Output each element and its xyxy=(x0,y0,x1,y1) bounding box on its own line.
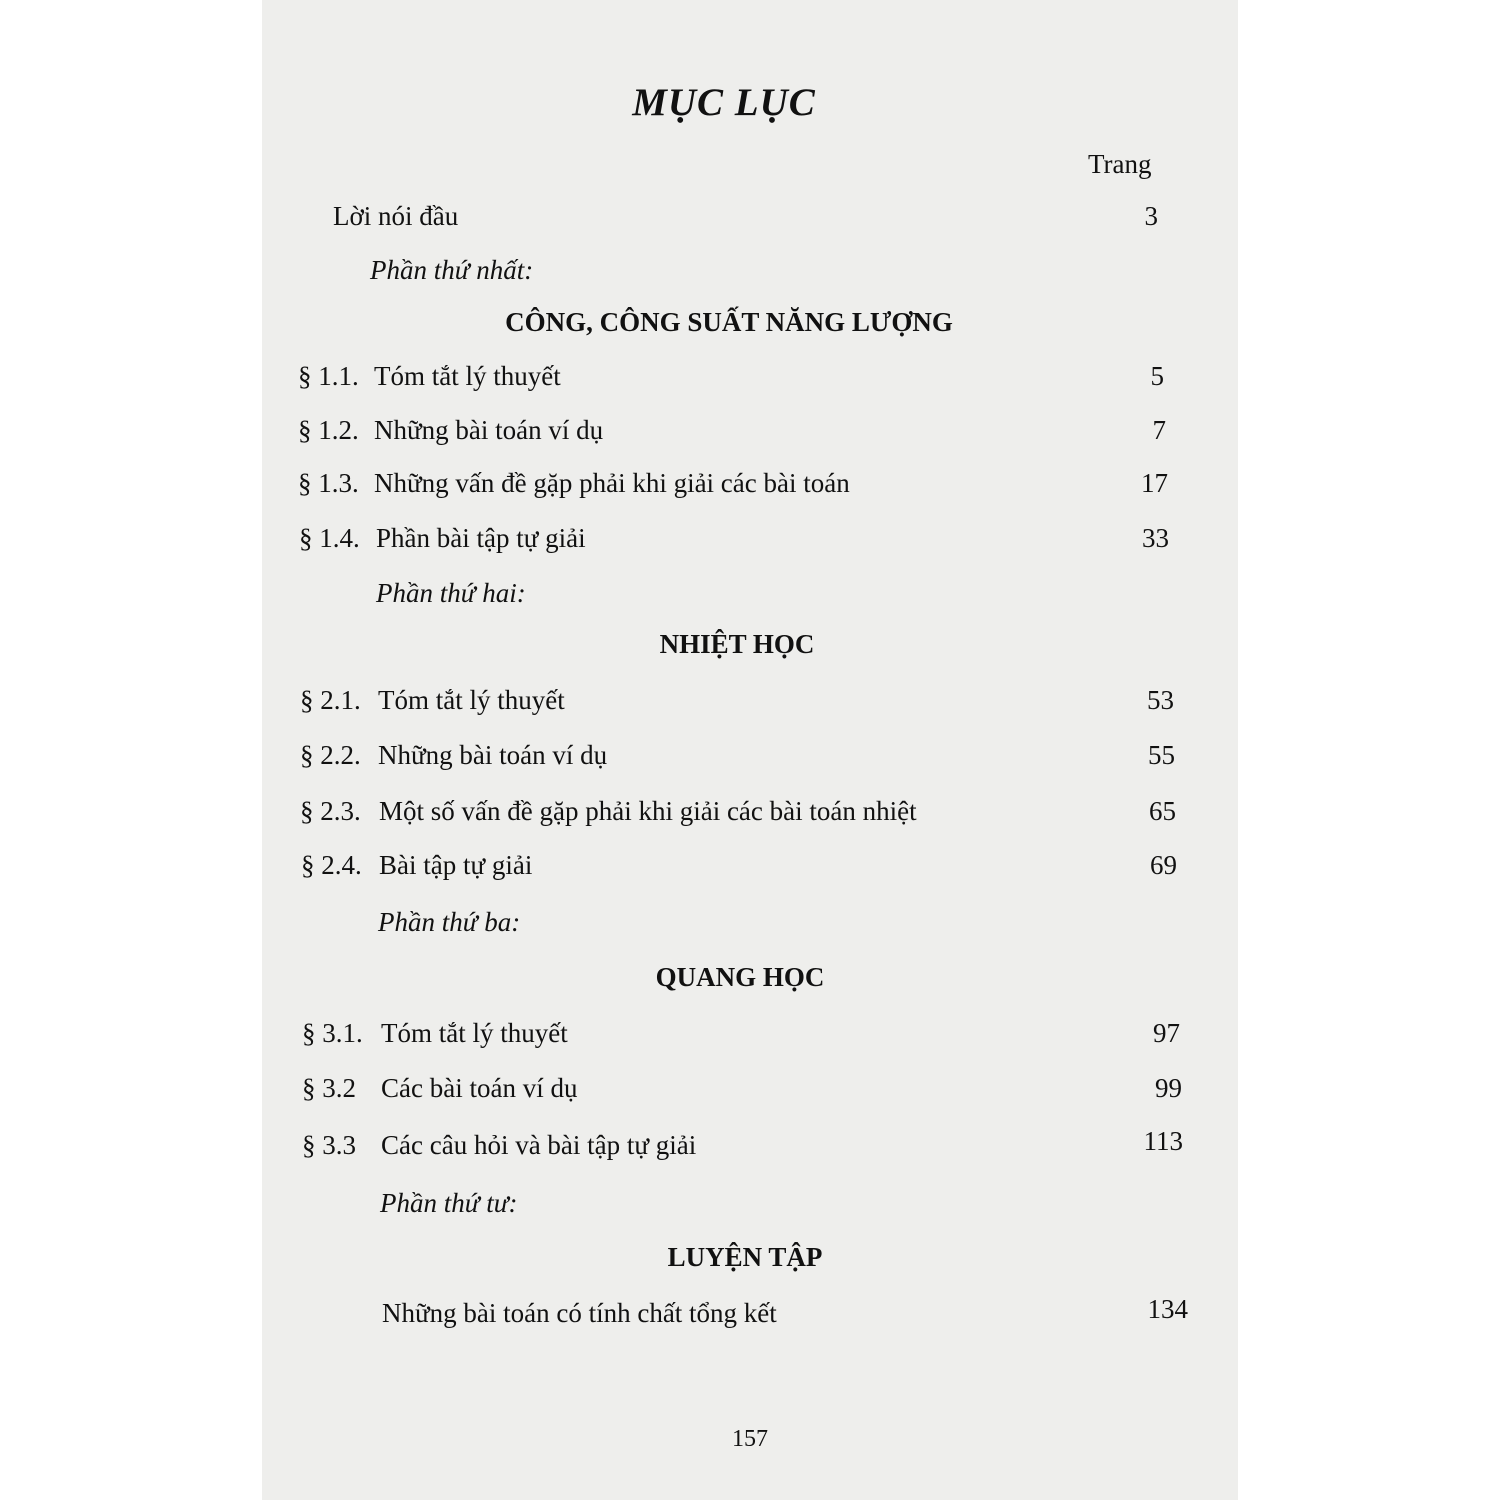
toc-entry-title: Những vấn đề gặp phải khi giải các bài toán xyxy=(374,468,850,498)
toc-entry-page: 5 xyxy=(1150,361,1164,391)
page-column-header: Trang xyxy=(1088,149,1152,179)
toc-entry-page: 55 xyxy=(1148,740,1175,770)
part-label: Phần thứ hai: xyxy=(376,578,526,608)
toc-entry-number: § 3.3 xyxy=(302,1130,356,1160)
toc-entry-title: Bài tập tự giải xyxy=(379,850,533,880)
toc-entry-number: § 2.3. xyxy=(300,796,361,826)
toc-entry-number: § 2.4. xyxy=(301,850,362,880)
toc-entry-title: Những bài toán ví dụ xyxy=(378,740,608,770)
toc-entry-page: 17 xyxy=(1141,468,1168,498)
toc-preface-page: 3 xyxy=(1144,201,1158,231)
toc-entry-title: Các bài toán ví dụ xyxy=(381,1073,578,1103)
toc-entry-page: 65 xyxy=(1149,796,1176,826)
toc-entry-page: 53 xyxy=(1147,685,1174,715)
toc-entry-number: § 1.1. xyxy=(298,361,359,391)
toc-entry-page: 33 xyxy=(1142,523,1169,553)
toc-entry-page: 69 xyxy=(1150,850,1177,880)
toc-entry-number: § 1.4. xyxy=(299,523,360,553)
toc-entry-page: 99 xyxy=(1155,1073,1182,1103)
toc-entry-number: § 2.1. xyxy=(300,685,361,715)
toc-entry-title: Phần bài tập tự giải xyxy=(376,523,586,553)
part-label: Phần thứ tư: xyxy=(380,1188,518,1218)
page-number: 157 xyxy=(732,1426,768,1452)
toc-entry-number: § 3.2 xyxy=(302,1073,356,1103)
toc-entry-number: § 2.2. xyxy=(300,740,361,770)
toc-entry-title: Những bài toán ví dụ xyxy=(374,415,604,445)
part-label: Phần thứ nhất: xyxy=(370,255,534,285)
toc-entry-number: § 1.3. xyxy=(298,468,359,498)
section-heading: LUYỆN TẬP xyxy=(667,1242,823,1272)
page-title: MỤC LỤC xyxy=(632,81,816,124)
toc-entry-title: Tóm tắt lý thuyết xyxy=(374,361,561,391)
toc-entry-title: Một số vấn đề gặp phải khi giải các bài toán nhiệt xyxy=(379,796,917,826)
toc-entry-title: Tóm tắt lý thuyết xyxy=(378,685,565,715)
toc-entry-title: Các câu hỏi và bài tập tự giải xyxy=(381,1130,697,1160)
toc-entry-page: 113 xyxy=(1143,1126,1183,1156)
section-heading: CÔNG, CÔNG SUẤT NĂNG LƯỢNG xyxy=(505,307,953,337)
toc-entry-title: Tóm tắt lý thuyết xyxy=(381,1018,568,1048)
section-heading: QUANG HỌC xyxy=(655,962,825,992)
part-label: Phần thứ ba: xyxy=(378,907,521,937)
toc-entry-page: 7 xyxy=(1152,415,1166,445)
toc-entry-page: 134 xyxy=(1147,1294,1188,1324)
section-heading: NHIỆT HỌC xyxy=(659,629,815,659)
toc-entry-number: § 1.2. xyxy=(298,415,359,445)
toc-entry-page: 97 xyxy=(1153,1018,1180,1048)
toc-entry-number: § 3.1. xyxy=(302,1018,363,1048)
toc-entry-title: Những bài toán có tính chất tổng kết xyxy=(382,1298,777,1328)
toc-preface-title: Lời nói đầu xyxy=(333,201,459,231)
book-page xyxy=(262,0,1238,1500)
